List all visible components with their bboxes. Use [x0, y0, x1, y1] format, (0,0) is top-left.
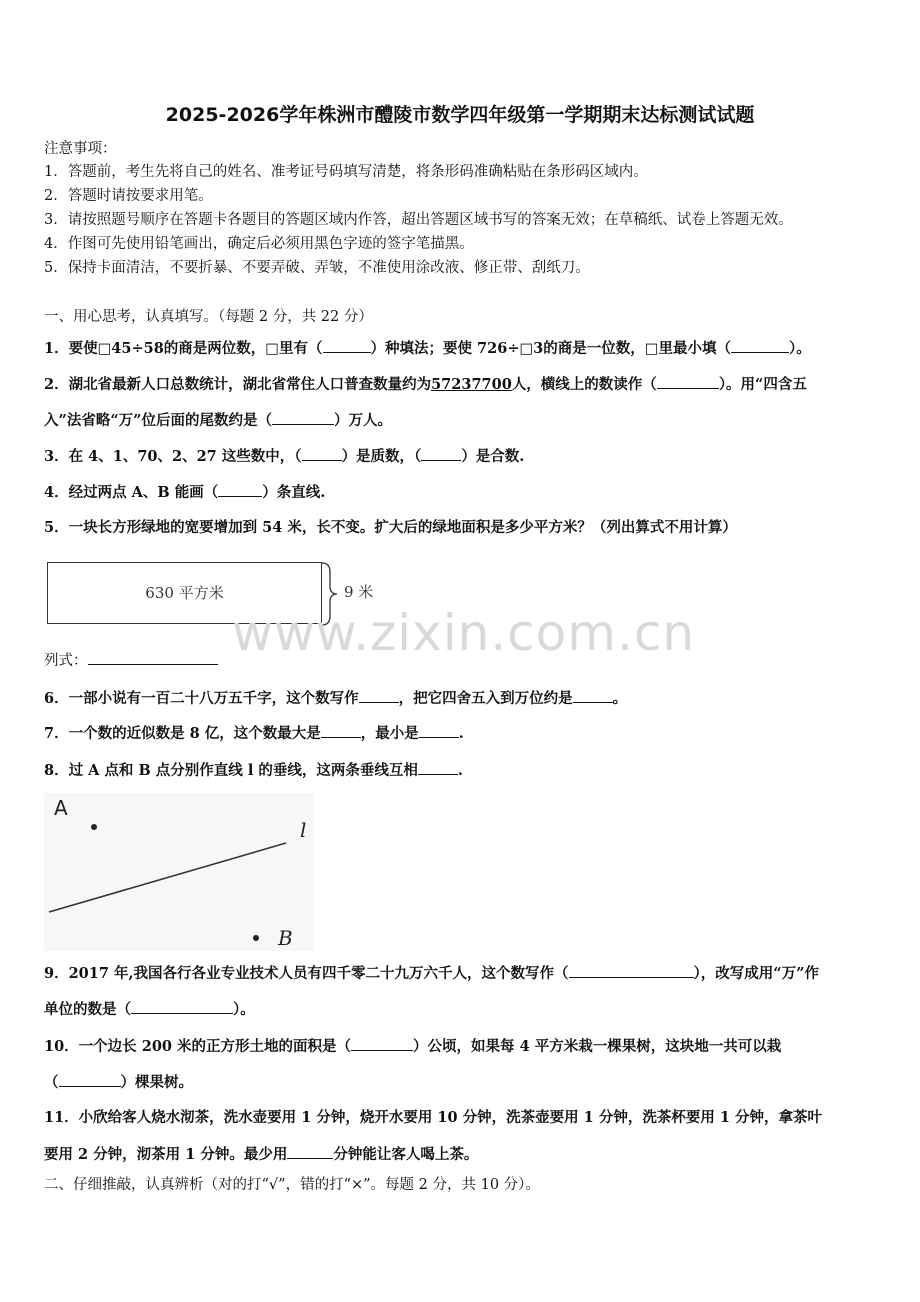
question-4: 4．经过两点 A、B 能画（ ）条直线.: [44, 484, 326, 501]
notes-heading: 注意事项：: [44, 141, 117, 157]
point-b-label: B: [278, 926, 293, 950]
note-item: 2．答题时请按要求用笔。: [44, 188, 213, 204]
note-item: 5．保持卡面清洁，不要折暴、不要弄破、弄皱，不准使用涂改液、修正带、刮纸刀。: [44, 260, 590, 276]
question-2-cont: 入”法省略“万”位后面的尾数约是（ ）万人。: [44, 412, 393, 429]
section2-heading: 二、仔细推敲，认真辨析（对的打“√”，错的打“×”。每题 2 分，共 10 分）。: [44, 1177, 540, 1193]
answer-blank[interactable]: [323, 338, 371, 353]
answer-blank[interactable]: [218, 482, 262, 497]
page-title: 2025-2026学年株洲市醴陵市数学四年级第一学期期末达标测试试题: [165, 104, 755, 126]
answer-blank[interactable]: [131, 999, 233, 1014]
answer-blank[interactable]: [287, 1144, 333, 1159]
answer-blank[interactable]: [88, 650, 218, 665]
answer-blank[interactable]: [351, 1036, 413, 1051]
line-l-label: l: [300, 818, 307, 842]
question-7: 7．一个数的近似数是 8 亿，这个数最大是 ，最小是 .: [44, 725, 464, 742]
question-9: 9．2017 年,我国各行各业专业技术人员有四千零二十九万六千人，这个数写作（ ），改写成用“万”作: [44, 965, 819, 982]
point-b: [253, 935, 259, 941]
note-item: 3．请按照题号顺序在答题卡各题目的答题区域内作答，超出答题区域书写的答案无效；在草稿纸、试卷上答题无效。: [44, 212, 793, 228]
question-9-cont: 单位的数是（ ）。: [44, 1001, 255, 1018]
question-8: 8．过 A 点和 B 点分别作直线 l 的垂线，这两条垂线互相 .: [44, 762, 463, 779]
question-10-cont: （ ）棵果树。: [44, 1074, 193, 1091]
underlined-number: 57237700: [431, 376, 512, 393]
question-1: 1．要使□45÷58的商是两位数，□里有（ ）种填法；要使 726÷□3的商是一位数，□里最小填（ ）。: [44, 340, 811, 357]
width-label: 9 米: [344, 583, 374, 601]
formula-line: 列式：: [44, 650, 218, 671]
answer-blank[interactable]: [359, 688, 399, 703]
question-3: 3．在 4、1、70、2、27 这些数中，（ ）是质数，（ ）是合数.: [44, 448, 525, 465]
note-item: 1．答题前，考生先将自己的姓名、准考证号码填写清楚，将条形码准确粘贴在条形码区域内。: [44, 164, 648, 180]
answer-blank[interactable]: [321, 723, 361, 738]
perpendicular-figure: [44, 793, 314, 951]
answer-blank[interactable]: [59, 1072, 121, 1087]
answer-blank[interactable]: [657, 374, 719, 389]
question-6: 6．一部小说有一百二十八万五千字，这个数写作 ，把它四舍五入到万位约是 。: [44, 690, 628, 707]
note-item: 4．作图可先使用铅笔画出，确定后必须用黑色字迹的签字笔描黑。: [44, 236, 474, 252]
question-11: 11．小欣给客人烧水沏茶，洗水壶要用 1 分钟，烧开水要用 10 分钟，洗茶壶要用 1 分钟，洗茶杯要用 1 分钟，拿茶叶: [44, 1109, 823, 1126]
answer-blank[interactable]: [418, 760, 458, 775]
answer-blank[interactable]: [569, 963, 694, 978]
answer-blank[interactable]: [573, 688, 613, 703]
question-5: 5．一块长方形绿地的宽要增加到 54 米，长不变。扩大后的绿地面积是多少平方米？（列出算式不用计算）: [44, 519, 737, 536]
answer-blank[interactable]: [302, 446, 342, 461]
point-a: [91, 824, 97, 830]
answer-blank[interactable]: [731, 338, 789, 353]
question-2: 2．湖北省最新人口总数统计，湖北省常住人口普查数量约为57237700人，横线上的数读作（ ）。用“四含五: [44, 376, 807, 393]
point-a-label: A: [54, 796, 68, 820]
question-10: 10．一个边长 200 米的正方形土地的面积是（ ）公顷，如果每 4 平方米栽一棵果树，这块地一共可以栽: [44, 1038, 782, 1055]
answer-blank[interactable]: [272, 410, 334, 425]
watermark: www.zixin.com.cn: [232, 604, 696, 662]
section1-heading: 一、用心思考，认真填写。（每题 2 分，共 22 分）: [44, 309, 373, 325]
answer-blank[interactable]: [419, 723, 459, 738]
question-11-cont: 要用 2 分钟，沏茶用 1 分钟。最少用 分钟能让客人喝上茶。: [44, 1146, 479, 1163]
area-label: 630 平方米: [145, 584, 224, 602]
answer-blank[interactable]: [421, 446, 461, 461]
